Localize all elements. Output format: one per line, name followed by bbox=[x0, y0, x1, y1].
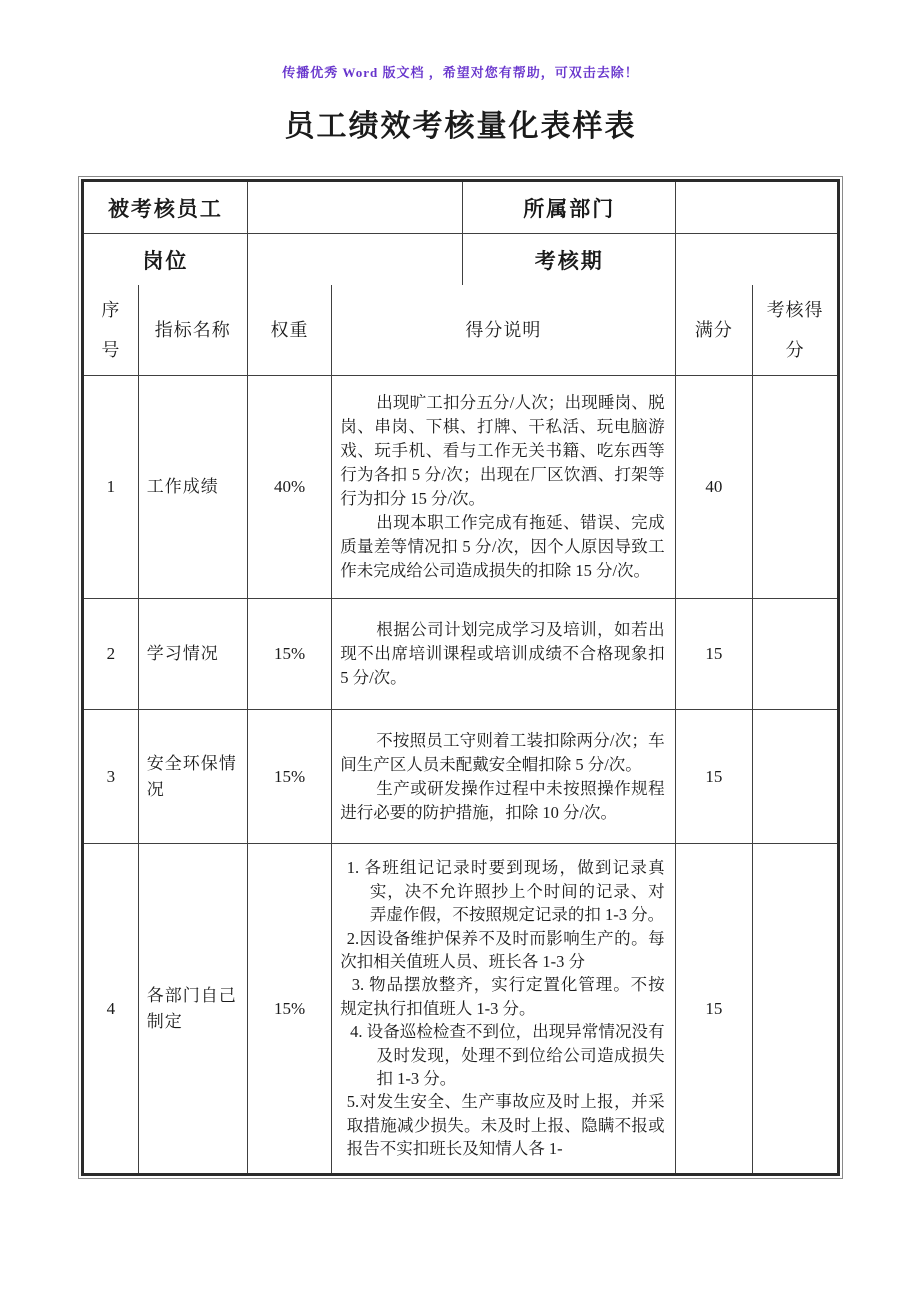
indicator-name: 学习情况 bbox=[138, 599, 247, 710]
score-description bbox=[332, 844, 675, 1174]
score-field[interactable] bbox=[753, 710, 837, 844]
row-index: 2 bbox=[84, 599, 138, 710]
weight-value: 40% bbox=[247, 376, 331, 599]
max-score-value: 15 bbox=[675, 599, 753, 710]
description-list-item: 4. 设备巡检检查不到位，出现异常情况没有及时发现，处理不到位给公司造成损失扣 1-3 分。 bbox=[350, 1022, 665, 1089]
header-max-score: 满分 bbox=[675, 285, 753, 376]
max-score-value: 40 bbox=[675, 376, 753, 599]
score-field[interactable] bbox=[753, 844, 837, 1174]
row-index: 1 bbox=[84, 376, 138, 599]
score-field[interactable] bbox=[753, 376, 837, 599]
score-description bbox=[332, 376, 675, 599]
promo-banner[interactable]: 传播优秀 Word 版文档 ，希望对您有帮助，可双击去除！ bbox=[282, 65, 639, 80]
field-assessed-employee[interactable] bbox=[247, 182, 462, 234]
label-assessed-employee: 被考核员工 bbox=[84, 182, 247, 234]
description-list-item: 1. 各班组记记录时要到现场，做到记录真实，决不允许照抄上个时间的记录、对弄虚作假，不按照规定记录的扣 1-3 分。 bbox=[346, 858, 665, 925]
info-row-employee bbox=[84, 182, 837, 234]
weight-value: 15% bbox=[247, 710, 331, 844]
description-paragraph: 根据公司计划完成学习及培训，如若出现不出席培训课程或培训成绩不合格现象扣 5 分/次。 bbox=[340, 620, 665, 687]
description-paragraph: 生产或研发操作过程中未按照操作规程进行必要的防护措施，扣除 10 分/次。 bbox=[340, 778, 665, 822]
description-list-item: 3. 物品摆放整齐，实行定置化管理。不按规定执行扣值班人 1-3 分。 bbox=[340, 975, 665, 1018]
field-department[interactable] bbox=[676, 182, 837, 234]
header-index: 序号 bbox=[84, 285, 138, 376]
row-index: 3 bbox=[84, 710, 138, 844]
indicator-name: 安全环保情况 bbox=[138, 710, 247, 844]
info-row-position bbox=[84, 234, 837, 286]
document-page bbox=[78, 0, 843, 1179]
table-row-safety-environment bbox=[84, 710, 837, 844]
assessment-table bbox=[78, 176, 843, 1179]
header-indicator: 指标名称 bbox=[138, 285, 247, 376]
score-description bbox=[332, 710, 675, 844]
max-score-value: 15 bbox=[675, 710, 753, 844]
header-description: 得分说明 bbox=[332, 285, 675, 376]
label-department: 所属部门 bbox=[463, 182, 676, 234]
field-position[interactable] bbox=[247, 234, 462, 286]
score-field[interactable] bbox=[753, 599, 837, 710]
indicator-name: 各部门自己制定 bbox=[138, 844, 247, 1174]
indicator-name: 工作成绩 bbox=[138, 376, 247, 599]
max-score-value: 15 bbox=[675, 844, 753, 1174]
label-position: 岗位 bbox=[84, 234, 247, 286]
score-criteria-table bbox=[84, 285, 837, 1173]
field-assessment-period[interactable] bbox=[676, 234, 837, 286]
header-weight: 权重 bbox=[247, 285, 331, 376]
table-row-learning bbox=[84, 599, 837, 710]
page-title: 员工绩效考核量化表样表 bbox=[284, 110, 637, 143]
weight-value: 15% bbox=[247, 844, 331, 1174]
description-paragraph: 出现本职工作完成有拖延、错误、完成质量差等情况扣 5 分/次，因个人原因导致工作未完成给公司造成损失的扣除 15 分/次。 bbox=[340, 513, 665, 580]
table-row-work-performance bbox=[84, 376, 837, 599]
description-list-item: 2.因设备维护保养不及时而影响生产的。每次扣相关值班人员、班长各 1-3 分 bbox=[340, 928, 665, 971]
label-assessment-period: 考核期 bbox=[463, 234, 676, 286]
row-index: 4 bbox=[84, 844, 138, 1174]
weight-value: 15% bbox=[247, 599, 331, 710]
employee-info-table bbox=[84, 182, 837, 285]
score-description bbox=[332, 599, 675, 710]
description-list-item: 5.对发生安全、生产事故应及时上报，并采取措施减少损失。未及时上报、隐瞒不报或报告不实扣班长及知情人各 1- bbox=[346, 1092, 665, 1159]
header-score: 考核得分 bbox=[753, 285, 837, 376]
table-row-department-defined bbox=[84, 844, 837, 1174]
description-paragraph: 不按照员工守则着工装扣除两分/次；车间生产区人员未配戴安全帽扣除 5 分/次。 bbox=[340, 730, 665, 774]
description-paragraph: 出现旷工扣分五分/人次；出现睡岗、脱岗、串岗、下棋、打牌、干私活、玩电脑游戏、玩手机、看与工作无关书籍、吃东西等行为各扣 5 分/次；出现在厂区饮酒、打架等行为扣分 15 分/次。 bbox=[340, 393, 665, 508]
score-table-header-row bbox=[84, 285, 837, 376]
